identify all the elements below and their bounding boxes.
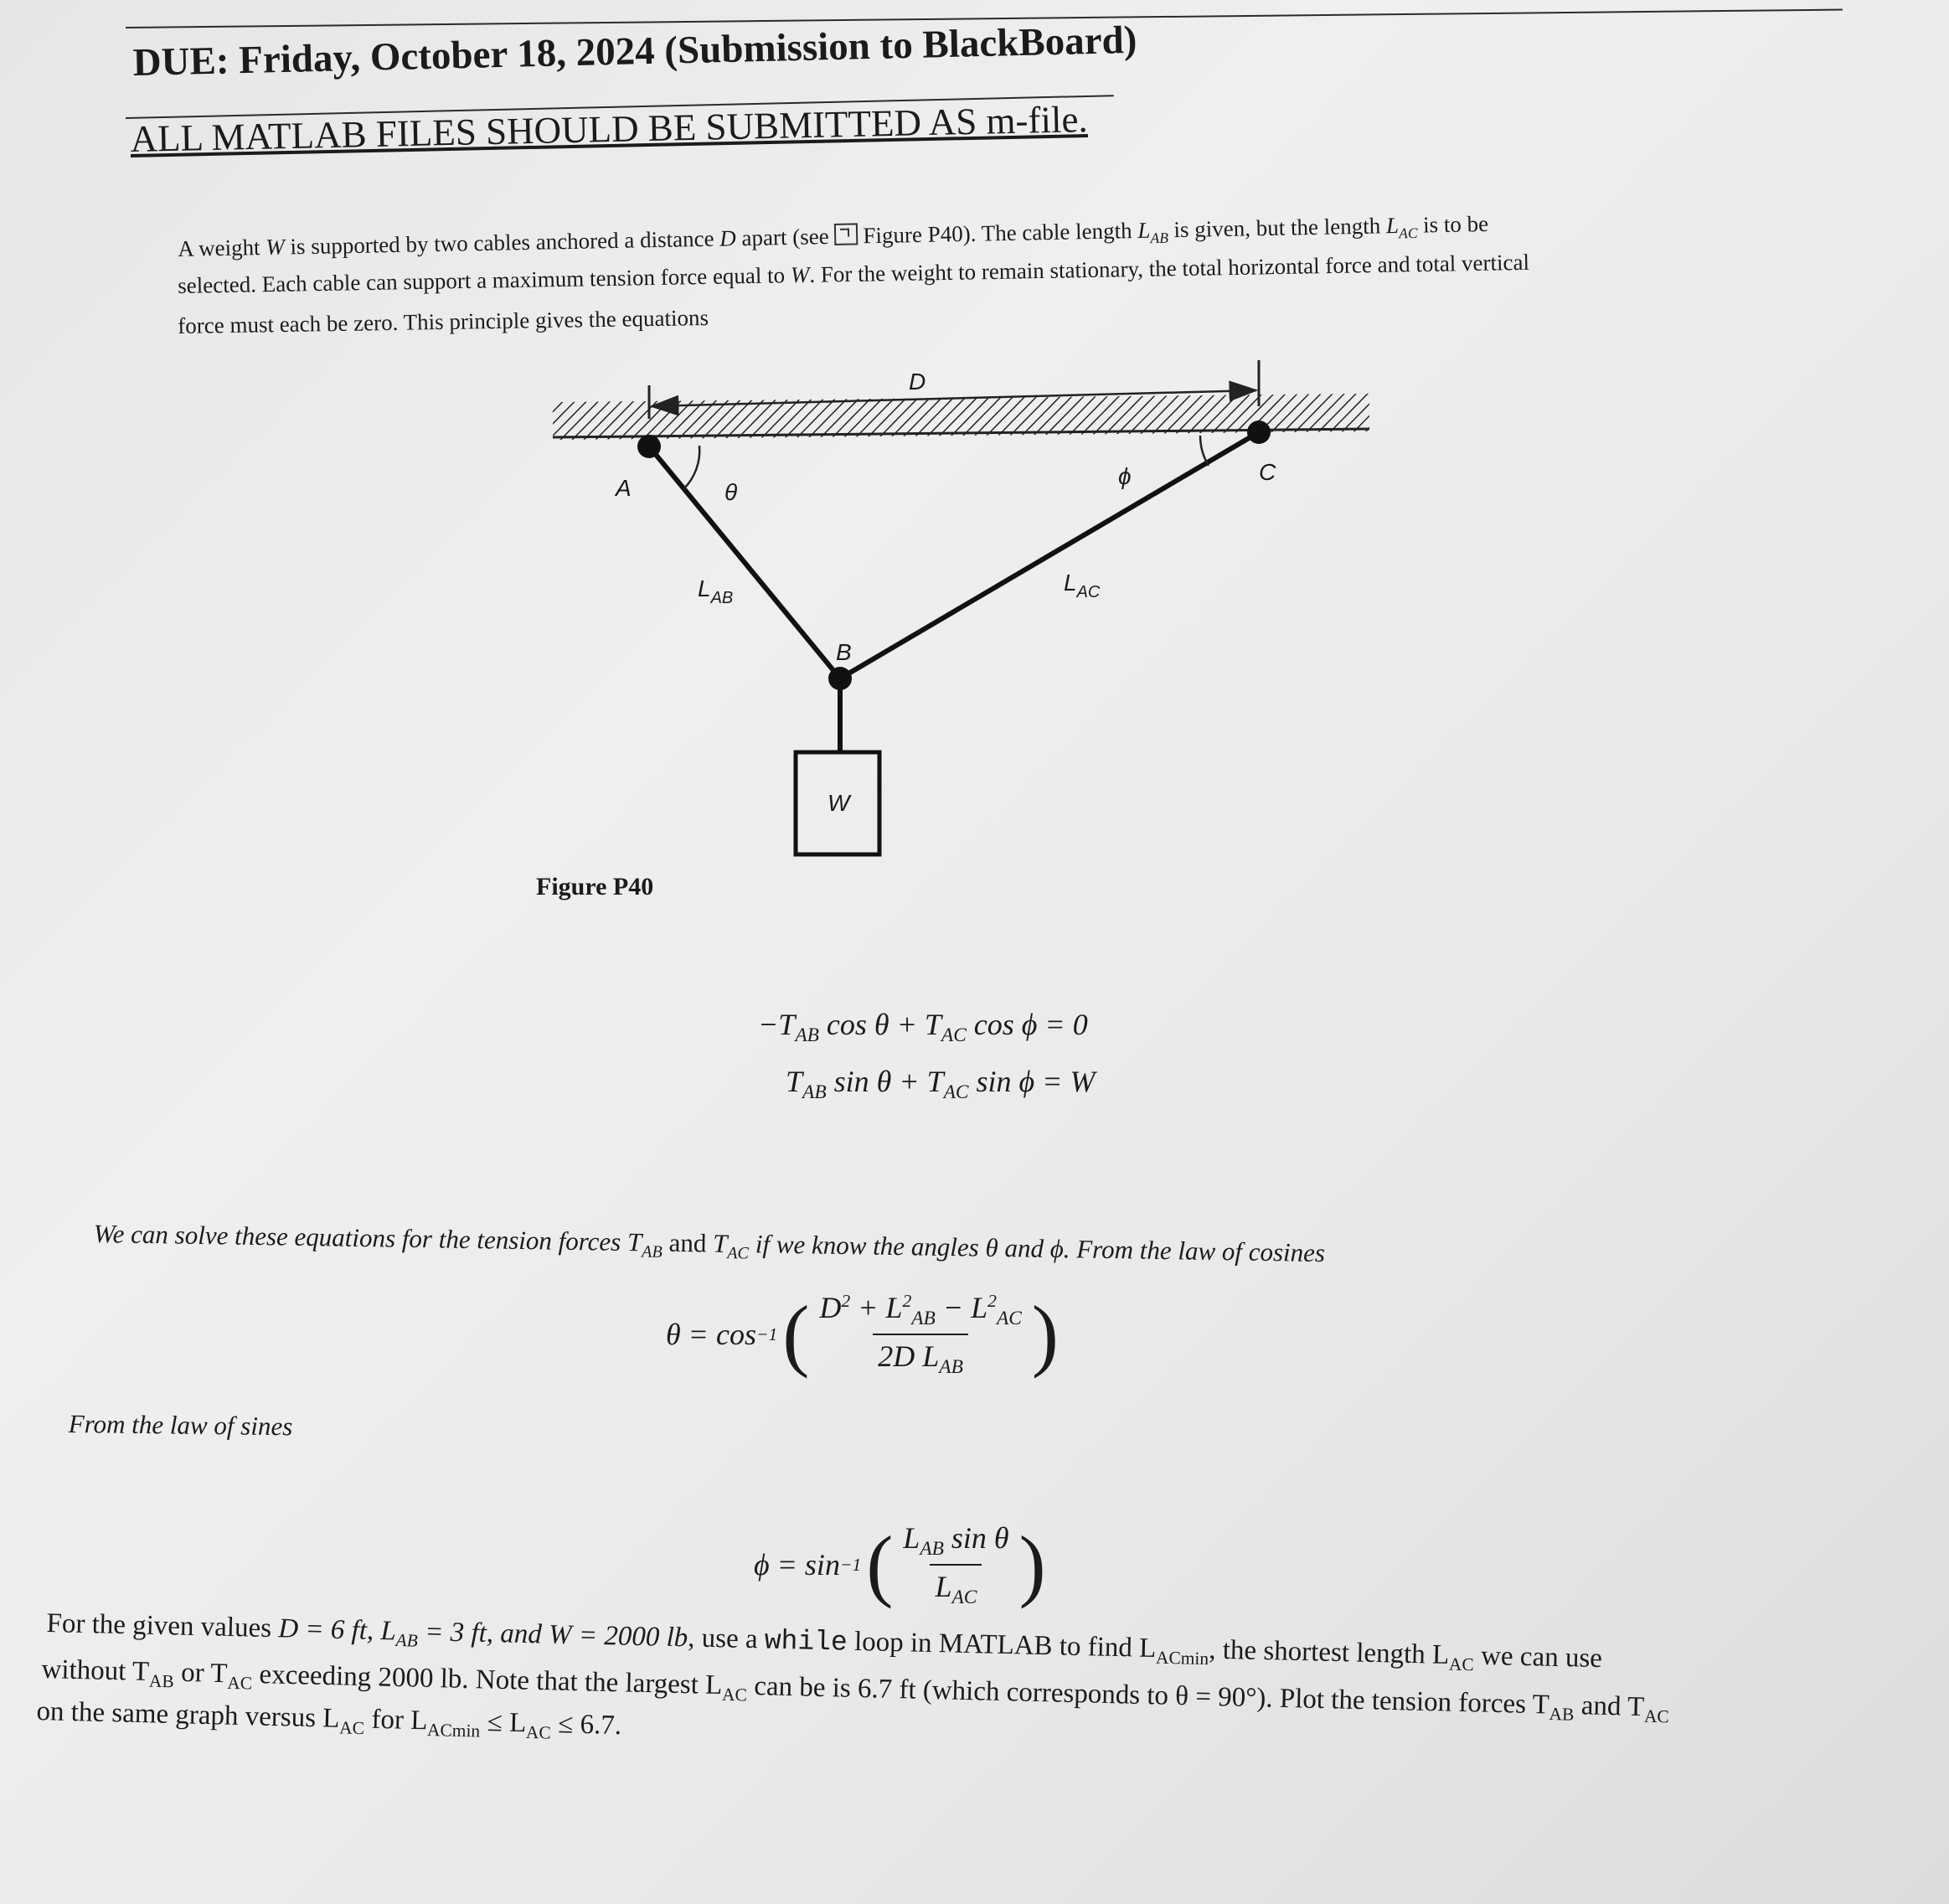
anchor-C [1247,421,1271,444]
equation-horizontal: $-T_{AB}$ $\cos \theta + T_{AC}$ cos ϕ = 0 [758,1008,1088,1047]
matlab-note-heading: ALL MATLAB FILES SHOULD BE SUBMITTED AS m-file. [130,98,1089,160]
problem-line-2: without $T_{AB}$ or $T_{AC}$ exceeding 2000 lb. Note that the largest $L_{AC}$ can be is 6.7 ft (which corresponds to θ = 90°). Plot the tension forces $T_{AB}$ and $T_{AC}$ [41,1654,1670,1727]
theta-equation: θ = cos −1 ( $\frac{D^2 + L^2_{AB} - L^2_{AC}}{2D L_{AB}}$ ) [666,1289,1059,1380]
label-phi: ϕ [1118,463,1132,489]
label-C: C [1259,459,1276,485]
label-A: A [616,475,632,501]
label-LAC: $L_{AC}$ [1064,570,1101,601]
sines-text: From the law of sines [68,1409,293,1442]
problem-line-1: For the given values D = 6 ft, $L_{AB} = 3$ ft, and W = 2000 lb, use a while loop in MATLAB to find $L_{ACmin}$, the shortest length $L_{AC}$ we can use [46,1608,1603,1675]
intro-line-3: force must each be zero. This principle gives the equations [178,305,709,338]
solve-text: We can solve these equations for the tension forces $T_{AB}$ and $T_{AC}$ if we know the angles θ and ϕ. From the law of cosines [93,1219,1326,1268]
label-LAB: $L_{AB}$ [698,575,734,607]
anchor-A [637,435,661,458]
angle-theta-arc [683,446,699,489]
label-D: D [909,369,926,395]
equation-vertical: $T_{AB}$ $\sin \theta + T_{AC}$ sin ϕ = W [786,1065,1096,1104]
label-B: B [836,639,852,665]
label-W: W [828,790,850,816]
intro-line-1: A weight W is supported by two cables anchored a distance D apart (see Figure P40). The cable length $L_{AB}$ is given, but the length $L_{AC}$ is to be [178,210,1489,261]
cable-AB [649,446,840,679]
figure-caption: Figure P40 [536,873,654,900]
figure-link[interactable]: Figure P40 [863,221,963,249]
label-theta: θ [724,479,738,505]
cable-AC [840,432,1259,679]
figure-p40-diagram [0,0,1949,921]
intro-line-2: selected. Each cable can support a maximum tension force equal to W. For the weight to remain stationary, the total horizontal force and total vertical [178,249,1530,298]
phi-equation: ϕ = sin −1 ( $\frac{L_{AB} \sin \theta}{L_{AC}}$ ) [754,1520,1046,1610]
problem-line-3: on the same graph versus $L_{AC}$ for $L_{ACmin} \le L_{AC} \le 6.7$. [36,1696,622,1743]
joint-B [828,667,852,690]
due-date-heading: DUE: Friday, October 18, 2024 (Submission to BlackBoard) [132,18,1137,85]
